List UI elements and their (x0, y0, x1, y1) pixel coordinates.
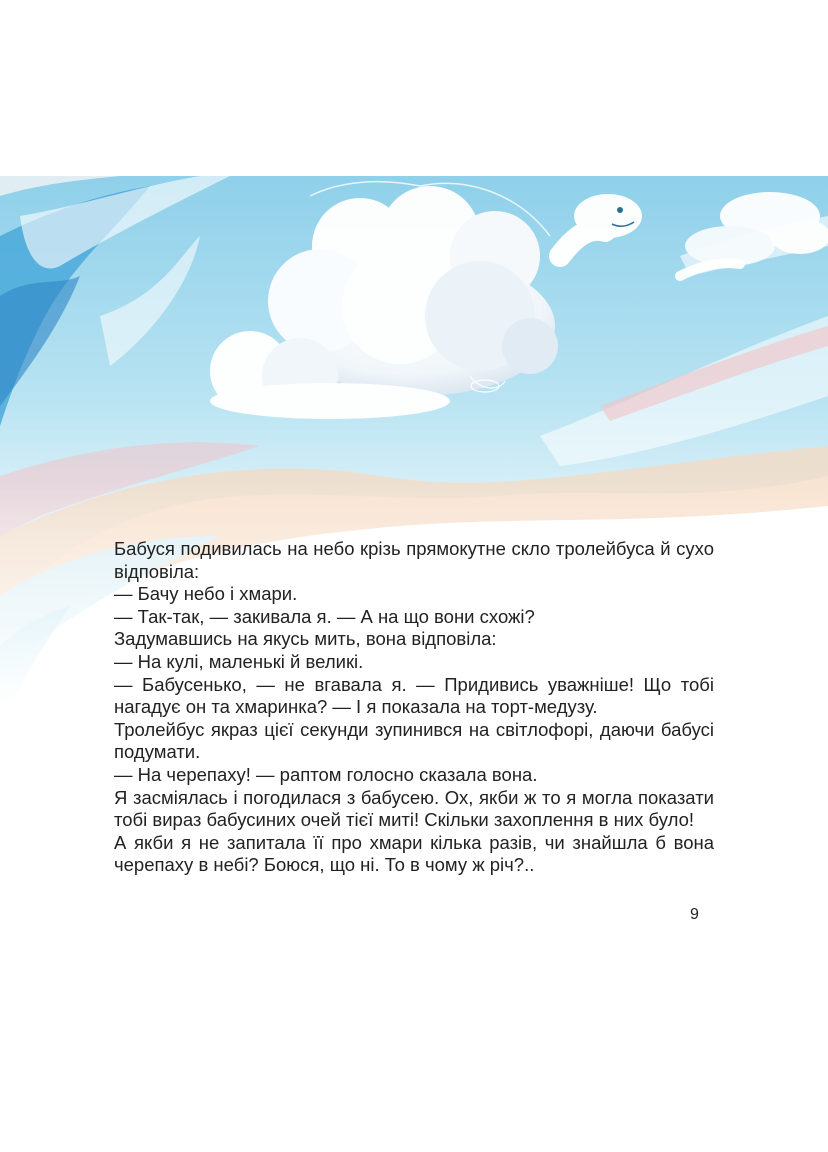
paragraph: — На кулі, маленькі й великі. (114, 650, 364, 672)
paragraph: Тролейбус якраз цієї секунди зупинився на світлофорі, даючи бабусі подумати. (114, 718, 714, 763)
paragraph: Бабуся подивилась на небо крізь прямокутне скло тролейбуса й сухо відповіла: (114, 538, 714, 582)
paragraph: — Бачу небо і хмари. (114, 583, 298, 605)
paragraph: — На черепаху! — раптом голосно сказала вона. (114, 763, 538, 785)
paragraph: Задумавшись на якусь мить, вона відповіла: (114, 628, 497, 650)
story-text (114, 538, 714, 877)
paragraph: Я засміялась і погодилася з бабусею. Ох, якби ж то я могла показати тобі вираз бабусиних очей тієї миті! Скільки захоплення в них було! (114, 786, 714, 831)
page-number: 9 (690, 906, 699, 923)
paragraph: А якби я не запитала її про хмари кілька разів, чи знайшла б вона черепаху в небі? Боюся, що ні. То в чому ж річ?.. (114, 831, 714, 876)
paragraph: — Так-так, — закивала я. — А на що вони схожі? (114, 605, 535, 627)
paragraph: — Бабусенько, — не вгавала я. — Придивись уважніше! Що тобі нагадує он та хмаринка? — І я показала на торт-медузу. (114, 673, 714, 718)
